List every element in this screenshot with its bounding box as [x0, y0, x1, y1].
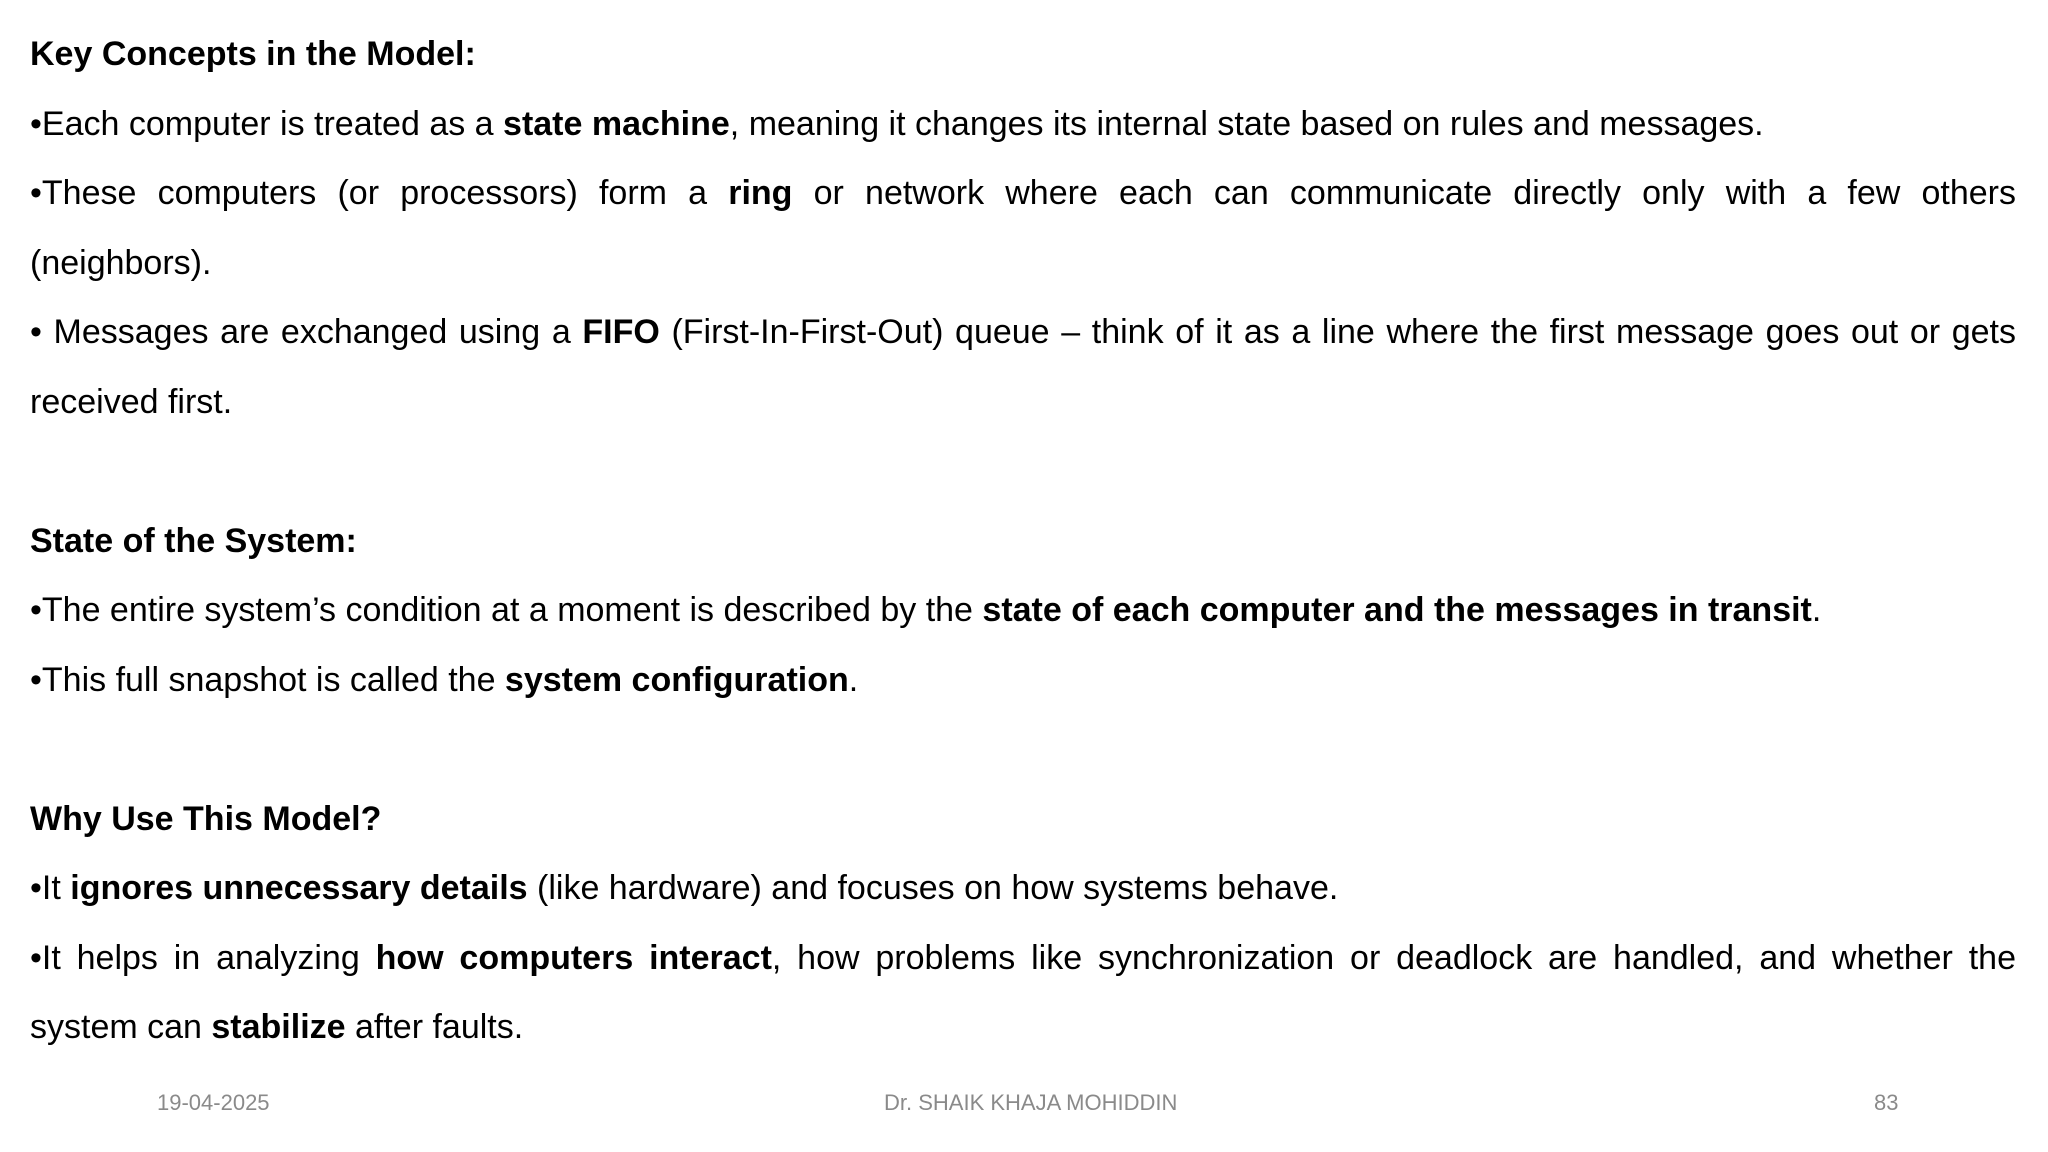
bullet-text: (like hardware) and focuses on how systems behave. — [527, 869, 1339, 907]
bullet-text: after faults. — [345, 1008, 524, 1046]
bullet-text: •This full snapshot is called the — [30, 660, 505, 699]
bold-term: ignores unnecessary details — [70, 869, 528, 907]
bullet-ring-line1 — [30, 159, 2016, 229]
spacer — [30, 437, 2016, 507]
section-heading-why-use: Why Use This Model? — [30, 799, 382, 838]
bullet-text: system can — [30, 1008, 212, 1046]
bold-term: system configuration — [504, 660, 849, 699]
bullet-analyzing-line1 — [30, 924, 2016, 994]
bullet-text: •It — [30, 869, 71, 907]
bullet-analyzing-line2 — [30, 993, 2016, 1063]
bullet-text: •It helps in analyzing — [30, 938, 376, 977]
footer-date: 19-04-2025 — [157, 1090, 270, 1115]
bold-term: state machine — [503, 104, 730, 143]
bullet-text: •Each computer is treated as a — [30, 104, 504, 143]
footer-page-number: 83 — [1874, 1090, 1899, 1115]
bullet-system-configuration — [30, 646, 2016, 716]
bold-term: ring — [728, 174, 793, 212]
footer-author: Dr. SHAIK KHAJA MOHIDDIN — [884, 1090, 1178, 1115]
bold-term: how computers interact — [375, 938, 772, 977]
bullet-text: • Messages are exchanged using a — [30, 313, 583, 351]
bullet-text: , how problems like synchronization or deadlock are handled, and whether the — [771, 938, 2016, 977]
bullet-text: , meaning it changes its internal state based on rules and messages. — [729, 104, 1764, 143]
section-heading-state-of-system: State of the System: — [30, 521, 357, 560]
spacer — [30, 715, 2016, 785]
bullet-text: . — [848, 660, 859, 699]
bullet-text: or network where each can communicate directly only with a few others — [792, 174, 2016, 212]
bullet-ignores-details — [30, 854, 2016, 924]
bold-term: FIFO — [582, 313, 660, 351]
bullet-fifo-line2: received first. — [30, 382, 233, 421]
bold-term: stabilize — [211, 1008, 346, 1046]
slide-content — [30, 20, 2016, 1063]
bullet-entire-system — [30, 576, 2016, 646]
bold-term: state of each computer and the messages in transit — [982, 591, 1812, 629]
bullet-text: (First-In-First-Out) queue – think of it as a line where the first message goes out or gets — [659, 313, 2016, 351]
bullet-text: •The entire system’s condition at a moment is described by the — [30, 591, 983, 629]
bullet-text: . — [1811, 591, 1822, 629]
bullet-ring-line2: (neighbors). — [30, 243, 212, 282]
section-heading-key-concepts: Key Concepts in the Model: — [30, 35, 476, 73]
bullet-fifo-line1 — [30, 298, 2016, 368]
bullet-state-machine — [30, 90, 2016, 160]
bullet-text: •These computers (or processors) form a — [30, 174, 729, 212]
